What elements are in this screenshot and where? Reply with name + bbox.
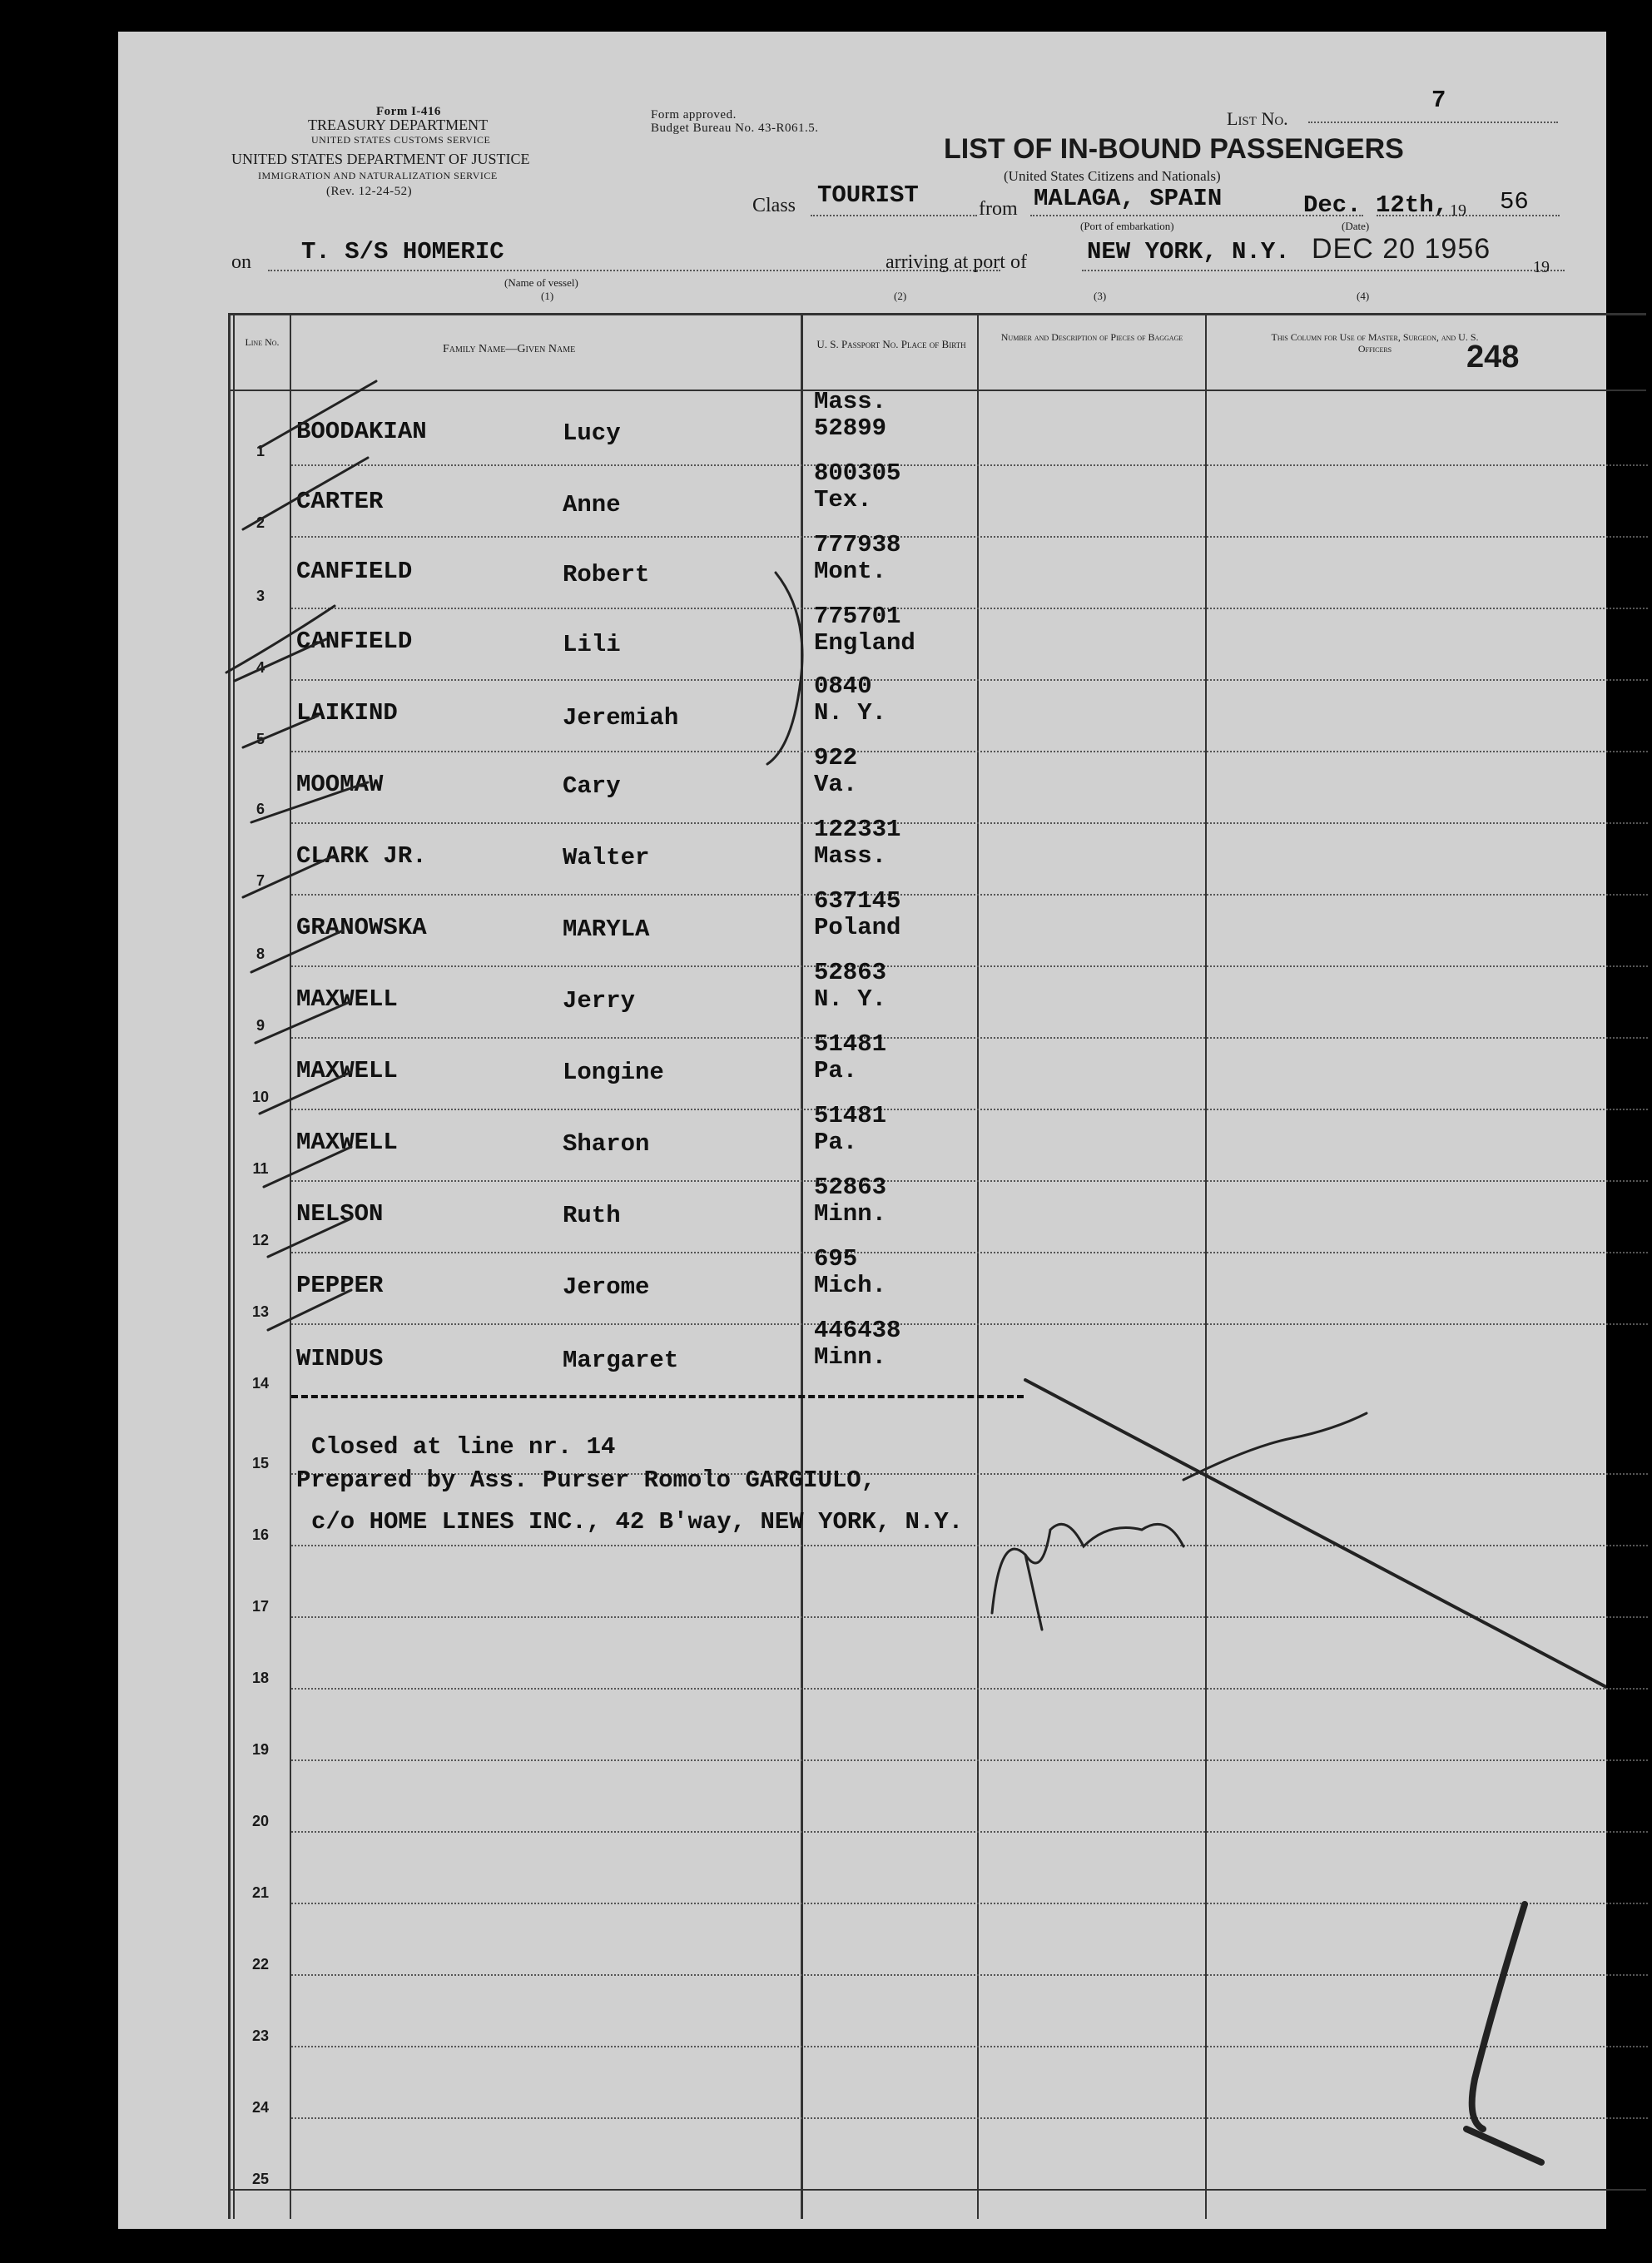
- vessel-name: T. S/S HOMERIC: [301, 238, 504, 266]
- place-of-birth: N. Y.: [814, 699, 887, 727]
- line-number: 7: [255, 872, 265, 889]
- line-number: 25: [251, 2171, 270, 2187]
- form-number: Form I-416: [376, 105, 441, 118]
- given-name: Lucy: [563, 419, 621, 447]
- ink-stroke: [1466, 2129, 1541, 2162]
- passport-number: 775701: [814, 603, 901, 630]
- given-name: Jerome: [563, 1273, 650, 1301]
- line-number: 15: [251, 1455, 270, 1471]
- place-of-birth: Va.: [814, 771, 858, 798]
- check-mark: [243, 458, 368, 529]
- caption-3: (3): [1094, 290, 1107, 302]
- passport-number: 0840: [814, 672, 872, 700]
- place-of-birth: Mont.: [814, 558, 887, 585]
- line-number: 5: [255, 731, 265, 747]
- check-mark: [243, 716, 318, 747]
- passport-number: 52863: [814, 1174, 887, 1201]
- place-of-birth: Mass.: [814, 842, 887, 870]
- caption-1: (1): [541, 290, 554, 302]
- line-number: 16: [251, 1526, 270, 1543]
- check-mark: [260, 1072, 351, 1114]
- check-mark: [243, 856, 335, 897]
- col-header-line-no: Line No.: [245, 336, 280, 348]
- form-title: LIST OF IN-BOUND PASSENGERS: [944, 133, 1404, 165]
- year-value: 56: [1500, 188, 1529, 216]
- place-of-birth: Pa.: [814, 1057, 858, 1084]
- check-mark: [268, 1218, 351, 1257]
- passport-number: 446438: [814, 1317, 901, 1344]
- signature: [992, 1524, 1183, 1613]
- col-header-name: Family Name—Given Name: [443, 343, 576, 355]
- place-of-birth: Poland: [814, 914, 901, 941]
- justice-label: UNITED STATES DEPARTMENT OF JUSTICE: [231, 151, 530, 167]
- given-name: Walter: [563, 844, 650, 871]
- place-of-birth: Minn.: [814, 1200, 887, 1228]
- passport-number: 922: [814, 744, 858, 772]
- treasury-label: TREASURY DEPARTMENT: [308, 117, 489, 133]
- place-of-birth: N. Y.: [814, 985, 887, 1013]
- given-name: Longine: [563, 1059, 664, 1086]
- line-number: 3: [255, 588, 265, 604]
- strike-line: [1025, 1380, 1606, 1688]
- family-name: CANFIELD: [296, 628, 413, 655]
- page-number: 248: [1466, 340, 1520, 375]
- line-number: 24: [251, 2099, 270, 2116]
- check-mark: [251, 782, 368, 822]
- line-number: 17: [251, 1598, 270, 1615]
- form-subtitle: (United States Citizens and Nationals): [1004, 168, 1221, 184]
- class-value: TOURIST: [817, 181, 919, 209]
- passport-number: 51481: [814, 1102, 887, 1129]
- given-name: Margaret: [563, 1347, 679, 1374]
- family-name: GRANOWSKA: [296, 914, 427, 941]
- from-label: from: [979, 198, 1018, 220]
- passport-number: 637145: [814, 887, 901, 915]
- ins-label: IMMIGRATION AND NATURALIZATION SERVICE: [258, 170, 498, 181]
- given-name: Lili: [563, 631, 621, 658]
- passport-number: 800305: [814, 459, 901, 487]
- passport-number: 122331: [814, 816, 901, 843]
- family-name: CLARK JR.: [296, 842, 427, 870]
- caption-2: (2): [894, 290, 907, 302]
- arrival-date-stamp: DEC 20 1956: [1312, 233, 1491, 265]
- date-value: Dec. 12th,: [1303, 191, 1449, 219]
- from-value: MALAGA, SPAIN: [1034, 185, 1223, 212]
- family-name: PEPPER: [296, 1272, 384, 1299]
- line-number: 20: [251, 1813, 270, 1829]
- line-number: 9: [255, 1017, 265, 1034]
- passport-number: 51481: [814, 1030, 887, 1058]
- check-mark: [255, 1001, 351, 1043]
- ink-stroke: [1472, 1904, 1525, 2129]
- line-number: 8: [255, 945, 265, 962]
- handwritten-marks: [118, 32, 1606, 2229]
- given-name: Jeremiah: [563, 704, 679, 732]
- place-of-birth: Minn.: [814, 1343, 887, 1371]
- passport-number: 52863: [814, 959, 887, 986]
- line-number: 10: [251, 1089, 270, 1105]
- prepared-note: Prepared by Ass. Purser Romolo GARGIULO,: [296, 1466, 876, 1494]
- year-prefix: 19: [1450, 201, 1466, 220]
- line-number: 22: [251, 1956, 270, 1973]
- family-name: CANFIELD: [296, 558, 413, 585]
- bracket-mark: [767, 573, 802, 764]
- class-label: Class: [752, 195, 796, 216]
- col-header-officers: This Column for Use of Master, Surgeon, and U. S. Officers: [1271, 331, 1479, 355]
- given-name: Cary: [563, 772, 621, 800]
- on-label: on: [231, 251, 251, 273]
- line-number: 4: [255, 659, 265, 676]
- family-name: BOODAKIAN: [296, 418, 427, 445]
- given-name: Sharon: [563, 1130, 650, 1158]
- caption-4: (4): [1357, 290, 1370, 302]
- check-mark: [264, 1147, 351, 1187]
- line-number: 21: [251, 1884, 270, 1901]
- place-of-birth: Pa.: [814, 1129, 858, 1156]
- place-of-birth: Tex.: [814, 486, 872, 514]
- line-number: 11: [252, 1160, 269, 1177]
- line-number: 2: [255, 514, 265, 531]
- arriving-label: arriving at port of: [886, 251, 1027, 273]
- check-mark: [260, 381, 376, 448]
- col-header-baggage: Number and Description of Pieces of Baggage: [1000, 331, 1183, 343]
- place-of-birth: England: [814, 629, 915, 657]
- passport-number: 777938: [814, 531, 901, 558]
- list-no-value: 7: [1431, 87, 1446, 114]
- arrival-port: NEW YORK, N.Y.: [1087, 238, 1290, 266]
- given-name: Robert: [563, 561, 650, 588]
- given-name: MARYLA: [563, 916, 650, 943]
- col-header-passport: U. S. Passport No. Place of Birth: [816, 338, 966, 350]
- signature: [1025, 1555, 1042, 1630]
- budget-bureau: Budget Bureau No. 43-R061.5.: [651, 122, 819, 135]
- list-no-label: List No.: [1227, 108, 1288, 129]
- place-of-birth: 52899: [814, 414, 887, 442]
- closed-note: Closed at line nr. 14: [311, 1433, 616, 1461]
- line-number: 13: [251, 1303, 270, 1320]
- date-caption: (Date): [1342, 220, 1370, 232]
- family-name: LAIKIND: [296, 699, 398, 727]
- check-mark: [226, 606, 335, 672]
- family-name: MAXWELL: [296, 1129, 398, 1156]
- line-number: 23: [251, 2027, 270, 2044]
- arrival-year-prefix: 19: [1533, 258, 1550, 276]
- check-mark: [268, 1290, 351, 1330]
- customs-label: UNITED STATES CUSTOMS SERVICE: [311, 134, 491, 146]
- passport-number: 695: [814, 1245, 858, 1273]
- family-name: MAXWELL: [296, 1057, 398, 1084]
- form-approved: Form approved.: [651, 108, 737, 122]
- port-embark-caption: (Port of embarkation): [1080, 220, 1174, 232]
- manifest-sheet: [118, 32, 1606, 2229]
- strike-line: [1183, 1413, 1367, 1480]
- vessel-caption: (Name of vessel): [504, 276, 578, 289]
- passport-number: Mass.: [814, 388, 887, 415]
- line-number: 19: [251, 1741, 270, 1758]
- given-name: Jerry: [563, 987, 636, 1015]
- line-number: 1: [255, 443, 265, 459]
- given-name: Ruth: [563, 1202, 621, 1229]
- family-name: MAXWELL: [296, 985, 398, 1013]
- line-number: 18: [251, 1670, 270, 1686]
- line-number: 6: [255, 801, 265, 817]
- check-mark: [251, 931, 343, 972]
- family-name: WINDUS: [296, 1345, 384, 1372]
- family-name: NELSON: [296, 1200, 384, 1228]
- given-name: Anne: [563, 491, 621, 519]
- line-number: 14: [251, 1375, 270, 1392]
- place-of-birth: Mich.: [814, 1272, 887, 1299]
- line-number: 12: [251, 1232, 270, 1248]
- family-name: MOOMAW: [296, 771, 384, 798]
- family-name: CARTER: [296, 488, 384, 515]
- address-note: c/o HOME LINES INC., 42 B'way, NEW YORK, N.Y.: [311, 1508, 964, 1536]
- rev-label: (Rev. 12-24-52): [326, 185, 413, 198]
